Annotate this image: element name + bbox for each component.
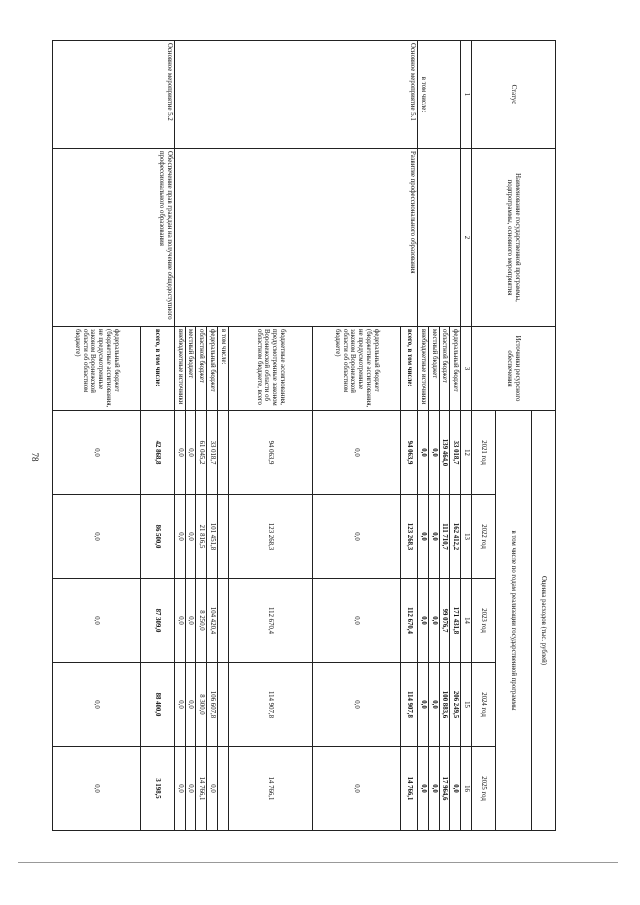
budget-table (52, 40, 556, 831)
value-cell: 101 451,8 (207, 495, 218, 579)
value-cell: 99 076,7 (439, 579, 450, 663)
header-estimate: Оценка расходов (тыс. рублей) (532, 411, 556, 831)
year-2022: 2022 год (472, 495, 496, 579)
value-cell: 88 400,0 (140, 663, 174, 747)
source-cell: в том числе: (218, 327, 229, 411)
value-cell: 0,0 (174, 579, 185, 663)
value-cell: 0,0 (450, 747, 461, 831)
value-cell: 0,0 (174, 663, 185, 747)
header-name: Наименование государственной программы, подпрограммы, основного мероприятия (472, 149, 556, 327)
source-cell: областной бюджет (439, 327, 450, 411)
value-cell: 86 500,0 (140, 495, 174, 579)
value-cell: 21 816,5 (196, 495, 207, 579)
value-cell: 0,0 (312, 663, 400, 747)
value-cell: 0,0 (174, 411, 185, 495)
value-cell: 0,0 (428, 495, 439, 579)
value-cell: 0,0 (52, 747, 140, 831)
value-cell: 0,0 (52, 579, 140, 663)
col-number: 16 (461, 747, 472, 831)
col-number: 14 (461, 579, 472, 663)
header-status: Статус (472, 41, 556, 149)
value-cell: 0,0 (417, 411, 428, 495)
value-cell: 0,0 (185, 747, 196, 831)
value-cell: 94 063,9 (400, 411, 417, 495)
value-cell: 33 018,7 (450, 411, 461, 495)
status-cell: Основное мероприятие 5.2 (52, 41, 174, 149)
value-cell: 61 045,2 (196, 411, 207, 495)
value-cell: 42 868,8 (140, 411, 174, 495)
value-cell: 123 268,3 (228, 495, 312, 579)
col-number: 1 (461, 41, 472, 149)
value-cell (218, 411, 229, 495)
col-number: 2 (461, 149, 472, 327)
value-cell: 14 766,1 (228, 747, 312, 831)
col-number: 15 (461, 663, 472, 747)
value-cell: 0,0 (417, 579, 428, 663)
value-cell (218, 495, 229, 579)
source-cell: федеральный бюджет (бюджетные ассигнования, не предусмотренные законом Воронежской области об областном бюджете) (52, 327, 140, 411)
name-cell: Обеспечение прав граждан на получение общедоступного профессионального образования (52, 149, 174, 327)
col-number: 13 (461, 495, 472, 579)
value-cell: 0,0 (428, 411, 439, 495)
value-cell: 112 670,4 (228, 579, 312, 663)
header-by-year: в том числе по годам реализации государственной программы (496, 411, 532, 831)
value-cell: 87 309,0 (140, 579, 174, 663)
source-cell: федеральный бюджет (450, 327, 461, 411)
value-cell: 114 907,8 (228, 663, 312, 747)
value-cell: 0,0 (52, 411, 140, 495)
value-cell: 171 431,8 (450, 579, 461, 663)
status-cell: Основное мероприятие 5.1 (174, 41, 417, 149)
value-cell: 0,0 (207, 747, 218, 831)
value-cell: 0,0 (174, 747, 185, 831)
col-number: 3 (461, 327, 472, 411)
value-cell: 0,0 (312, 411, 400, 495)
value-cell: 33 018,7 (207, 411, 218, 495)
value-cell (218, 663, 229, 747)
value-cell (218, 579, 229, 663)
page-number: 78 (30, 452, 40, 462)
source-cell: местный бюджет (185, 327, 196, 411)
value-cell: 17 964,6 (439, 747, 450, 831)
year-2021: 2021 год (472, 411, 496, 495)
year-2024: 2024 год (472, 663, 496, 747)
source-cell: внебюджетные источники (417, 327, 428, 411)
name-cell (417, 149, 460, 327)
source-cell: внебюджетные источники (174, 327, 185, 411)
value-cell: 0,0 (185, 411, 196, 495)
value-cell: 0,0 (52, 495, 140, 579)
value-cell: 112 670,4 (400, 579, 417, 663)
value-cell: 0,0 (428, 663, 439, 747)
name-cell: Развитие профессионального образования (174, 149, 417, 327)
value-cell: 3 198,5 (140, 747, 174, 831)
status-cell: в том числе: (417, 41, 460, 149)
source-cell: всего, в том числе: (140, 327, 174, 411)
source-cell: областной бюджет (196, 327, 207, 411)
year-2025: 2025 год (472, 747, 496, 831)
header-source: Источники ресурсного обеспечения (472, 327, 556, 411)
value-cell: 0,0 (174, 495, 185, 579)
value-cell: 0,0 (185, 579, 196, 663)
value-cell: 0,0 (312, 579, 400, 663)
value-cell: 14 766,1 (400, 747, 417, 831)
value-cell: 0,0 (417, 747, 428, 831)
source-cell: федеральный бюджет (207, 327, 218, 411)
value-cell: 14 766,1 (196, 747, 207, 831)
value-cell: 100 883,6 (439, 663, 450, 747)
value-cell (218, 747, 229, 831)
value-cell: 0,0 (185, 663, 196, 747)
source-cell: всего, в том числе: (400, 327, 417, 411)
value-cell: 94 063,9 (228, 411, 312, 495)
value-cell: 111 710,7 (439, 495, 450, 579)
value-cell: 0,0 (312, 495, 400, 579)
source-cell: федеральный бюджет (бюджетные ассигнования, не предусмотренные законом Воронежской области об областном бюджете) (312, 327, 400, 411)
value-cell: 162 412,2 (450, 495, 461, 579)
value-cell: 114 907,8 (400, 663, 417, 747)
rotated-table-page (73, 40, 556, 830)
value-cell: 8 250,0 (196, 579, 207, 663)
value-cell: 0,0 (428, 747, 439, 831)
value-cell: 0,0 (428, 579, 439, 663)
year-2023: 2023 год (472, 579, 496, 663)
value-cell: 0,0 (417, 495, 428, 579)
source-cell: бюджетные ассигнования, предусмотренные законом Воронежской области об областном бюджете, всего (228, 327, 312, 411)
value-cell: 0,0 (52, 663, 140, 747)
source-cell: местный бюджет (428, 327, 439, 411)
value-cell: 139 464,0 (439, 411, 450, 495)
page-bottom-line (18, 862, 618, 863)
value-cell: 206 249,5 (450, 663, 461, 747)
value-cell: 123 268,3 (400, 495, 417, 579)
value-cell: 104 420,4 (207, 579, 218, 663)
value-cell: 0,0 (312, 747, 400, 831)
value-cell: 0,0 (185, 495, 196, 579)
value-cell: 0,0 (417, 663, 428, 747)
value-cell: 106 607,8 (207, 663, 218, 747)
col-number: 12 (461, 411, 472, 495)
value-cell: 8 300,0 (196, 663, 207, 747)
